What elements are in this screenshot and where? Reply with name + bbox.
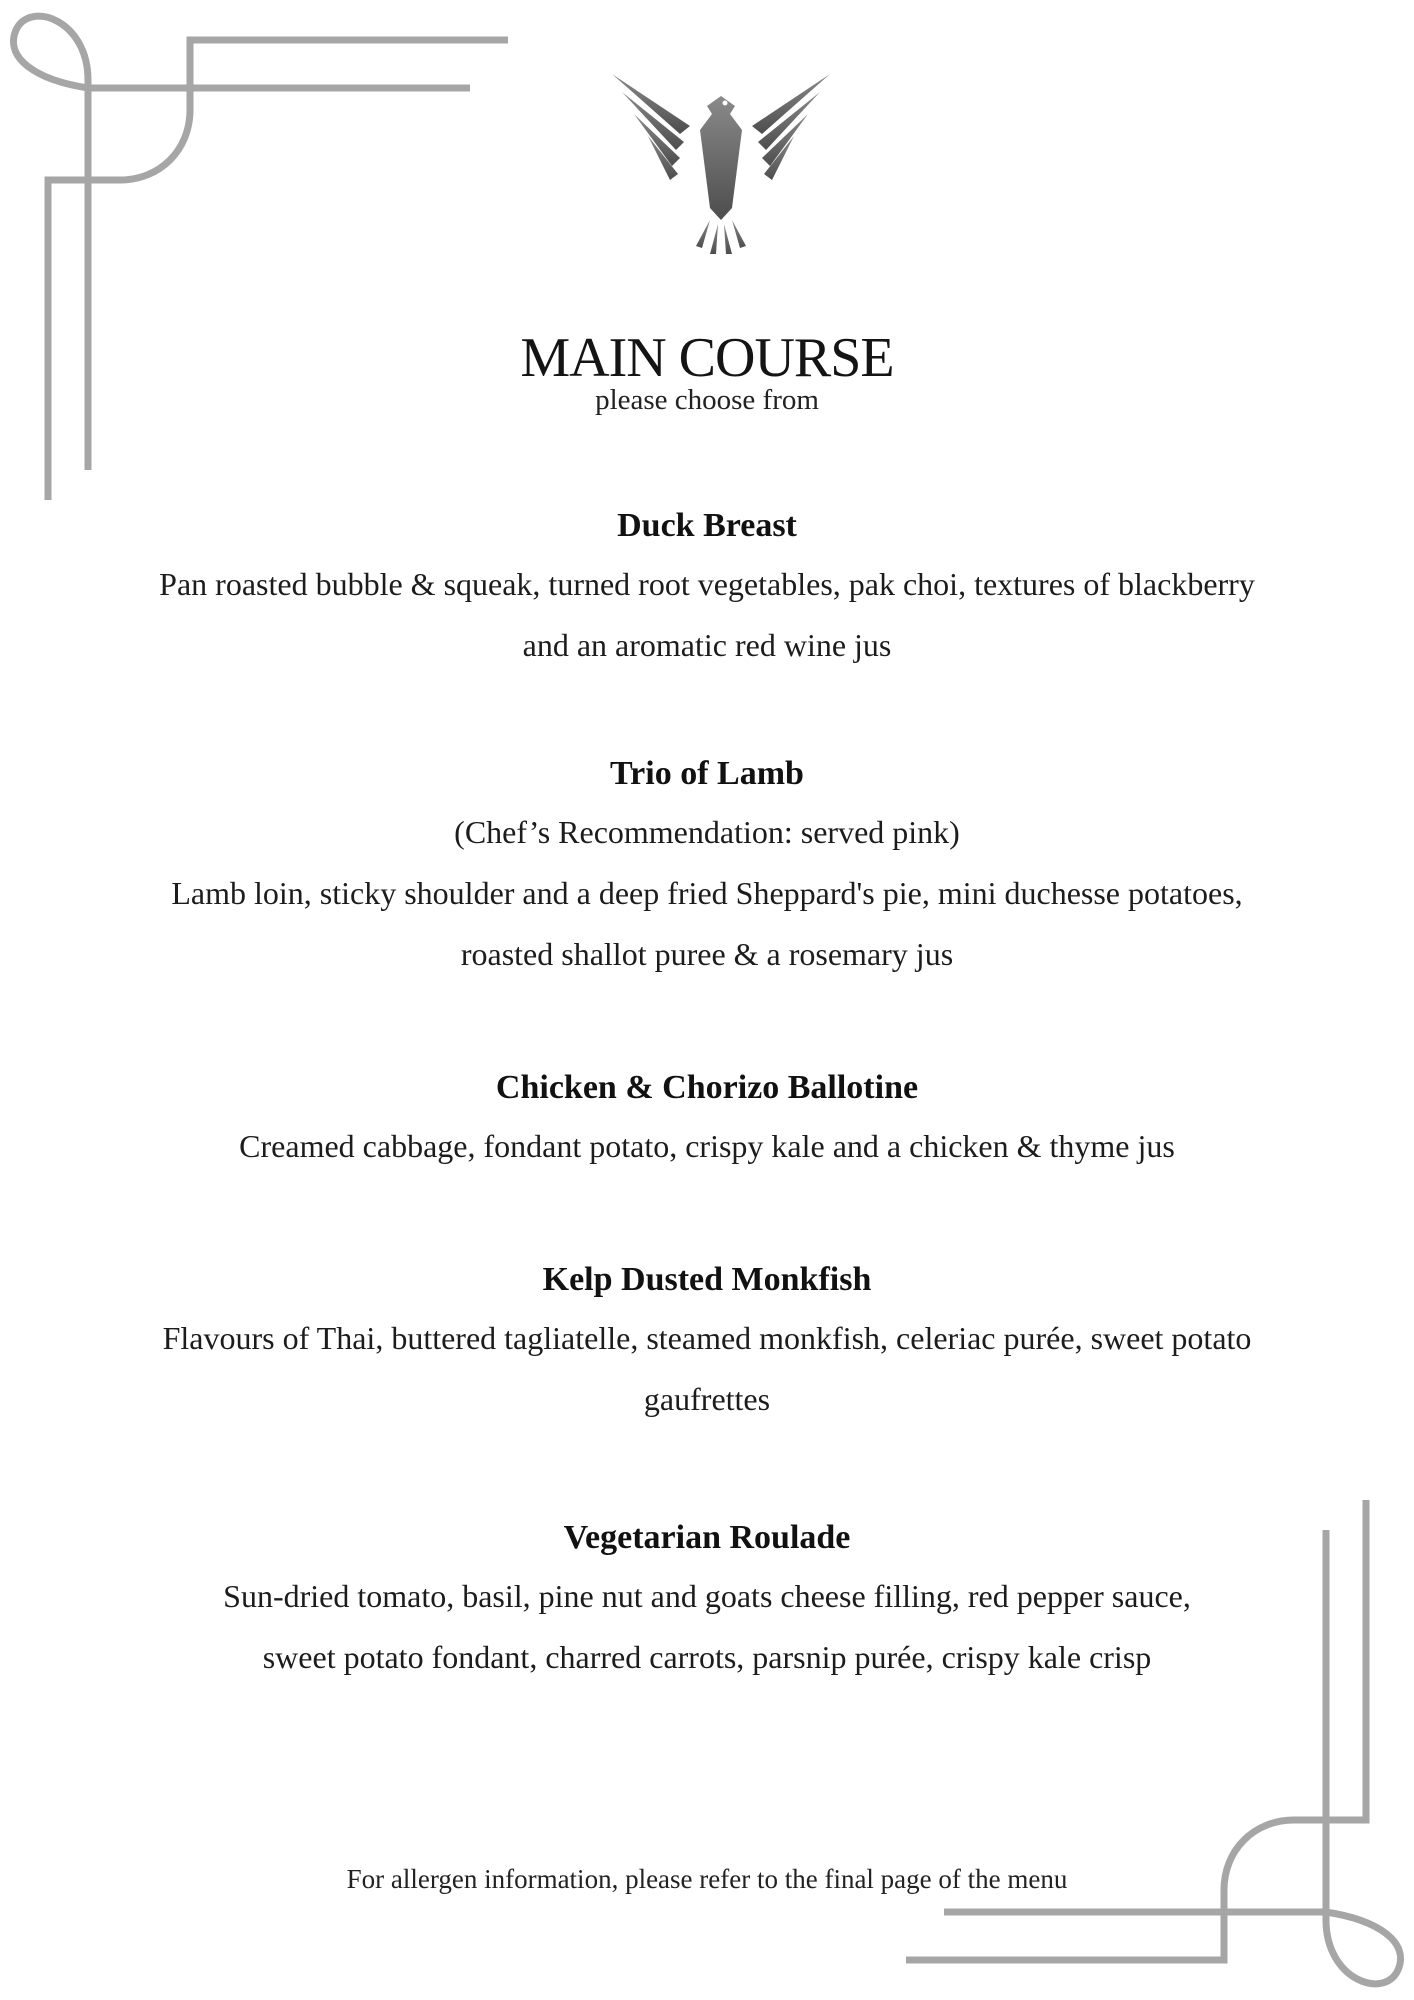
menu-item	[100, 1252, 1314, 1430]
dish-name: Vegetarian Roulade	[563, 1519, 851, 1556]
dish-name: Trio of Lamb	[610, 755, 804, 792]
dish-name: Chicken & Chorizo Ballotine	[495, 1069, 919, 1106]
allergen-note: For allergen information, please refer to the final page of the menu	[346, 1864, 1068, 1894]
dish-description-line: Lamb loin, sticky shoulder and a deep fried Sheppard's pie, mini duchesse potatoes,	[171, 875, 1243, 911]
dish-name: Duck Breast	[617, 507, 797, 544]
menu-item	[100, 746, 1314, 985]
phoenix-logo-icon	[612, 70, 830, 255]
dish-description-line: Pan roasted bubble & squeak, turned root vegetables, pak choi, textures of blackberry	[159, 566, 1255, 602]
menu-item	[100, 498, 1314, 676]
dish-description-line: sweet potato fondant, charred carrots, parsnip purée, crispy kale crisp	[262, 1639, 1152, 1675]
page-subtitle: please choose from	[595, 384, 819, 416]
dish-description-line: roasted shallot puree & a rosemary jus	[460, 936, 954, 972]
dish-description-line: Flavours of Thai, buttered tagliatelle, steamed monkfish, celeriac purée, sweet potato	[162, 1320, 1252, 1356]
dish-description-line: gaufrettes	[643, 1381, 771, 1417]
dish-description-line: and an aromatic red wine jus	[522, 627, 892, 663]
corner-ornament-top-left	[0, 0, 520, 510]
dish-description-line: (Chef’s Recommendation: served pink)	[454, 814, 960, 850]
dish-description-line: Sun-dried tomato, basil, pine nut and goats cheese filling, red pepper sauce,	[223, 1578, 1191, 1614]
page-title: MAIN COURSE	[520, 326, 894, 389]
menu-item	[100, 1060, 1314, 1177]
dish-description-line: Creamed cabbage, fondant potato, crispy kale and a chicken & thyme jus	[239, 1128, 1175, 1164]
menu-item	[100, 1510, 1314, 1688]
dish-name: Kelp Dusted Monkfish	[542, 1261, 872, 1298]
